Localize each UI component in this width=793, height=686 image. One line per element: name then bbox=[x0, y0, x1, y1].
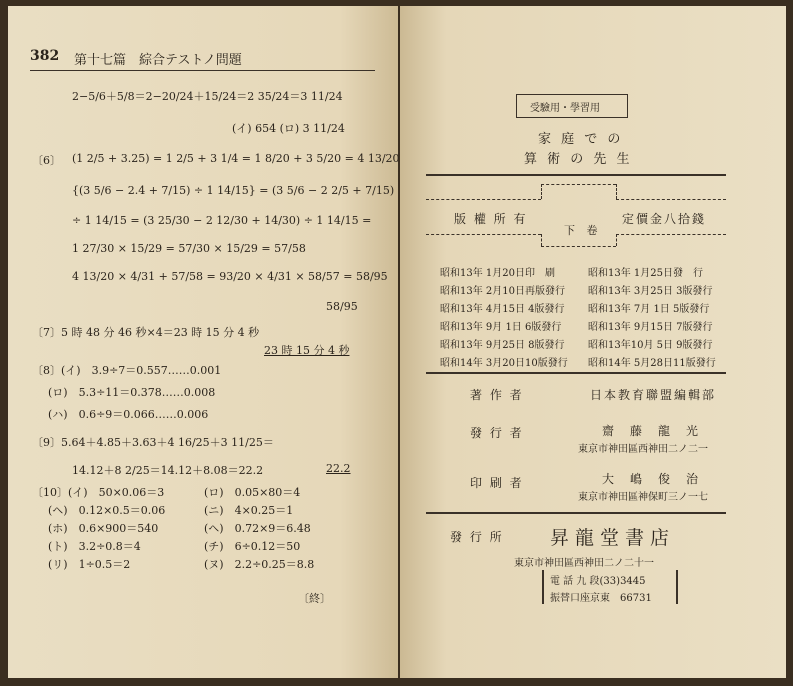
title-line-1: 家 庭 で の bbox=[538, 132, 624, 147]
problem-10-5b: (ヌ) 2.2÷0.25＝8.8 bbox=[204, 558, 315, 571]
problem-10-5a: (リ) 1÷0.5＝2 bbox=[48, 558, 131, 571]
publishing-house-name: 昇龍堂書店 bbox=[550, 527, 676, 549]
eq-line-4: ÷ 1 14/15 = (3 25/30 − 2 12/30 + 14/30) ÷ 1 14/15 = bbox=[72, 214, 372, 227]
pub-row-6-a: 昭和14年 3月20日10版發行 bbox=[440, 358, 568, 369]
publishing-house-address: 東京市神田區西神田二ノ二十一 bbox=[514, 558, 654, 569]
eq-line-3: {(3 5/6 − 2.4 + 7/15) ÷ 1 14/15} = (3 5/6 − 2 2/5 + 7/15) bbox=[72, 184, 395, 197]
pub-row-2-b: 昭和13年 3月25日 3版發行 bbox=[588, 286, 713, 297]
pub-row-3-b: 昭和13年 7月 1日 5版發行 bbox=[588, 304, 710, 315]
header-small: 受驗用・學習用 bbox=[530, 103, 600, 114]
problem-6-label: 〔6〕 bbox=[32, 154, 61, 167]
answer-6: 58/95 bbox=[326, 300, 358, 313]
rights-reserved: 版 權 所 有 bbox=[454, 212, 528, 226]
problem-9-line-2: 14.12＋8 2/25＝14.12＋8.08＝22.2 bbox=[72, 464, 264, 477]
problem-10-1a: 〔10〕(イ) 50×0.06＝3 bbox=[32, 486, 165, 499]
printer-name: 大 嶋 俊 治 bbox=[602, 472, 701, 486]
chapter-title: 第十七篇 綜合テストノ問題 bbox=[74, 53, 242, 68]
problem-9: 〔9〕5.64＋4.85＋3.63＋4 16/25＋3 11/25＝ bbox=[32, 436, 274, 449]
eq-line-6: 4 13/20 × 4/31 + 57/58 = 93/20 × 4/31 × 58/57 = 58/95 bbox=[72, 270, 388, 283]
problem-10-2b: (ニ) 4×0.25＝1 bbox=[204, 504, 294, 517]
problem-10-2a: (ヘ) 0.12×0.5＝0.06 bbox=[48, 504, 166, 517]
problem-10-3a: (ホ) 0.6×900＝540 bbox=[48, 522, 159, 535]
pub-row-1-a: 昭和13年 1月20日印 刷 bbox=[440, 268, 555, 279]
pub-row-4-b: 昭和13年 9月15日 7版發行 bbox=[588, 322, 713, 333]
problem-8a: 〔8〕(イ) 3.9÷7＝0.557……0.001 bbox=[32, 364, 222, 377]
pub-row-5-b: 昭和13年10月 5日 9版發行 bbox=[588, 340, 713, 351]
publisher-name: 齋 藤 龍 光 bbox=[602, 424, 701, 438]
volume: 下 卷 bbox=[564, 224, 602, 237]
publisher-address: 東京市神田區西神田二ノ二一 bbox=[578, 444, 708, 455]
pub-row-3-a: 昭和13年 4月15日 4版發行 bbox=[440, 304, 565, 315]
problem-10-4a: (ト) 3.2÷0.8＝4 bbox=[48, 540, 141, 553]
author-label: 著 作 者 bbox=[470, 388, 524, 402]
eq-line-2: (1 2/5 + 3.25) = 1 2/5 + 3 1/4 = 1 8/20 + 3 5/20 = 4 13/20 bbox=[72, 152, 400, 165]
frame-dash-top-left bbox=[426, 199, 541, 200]
pub-row-1-b: 昭和13年 1月25日發 行 bbox=[588, 268, 703, 279]
end-mark: 〔終〕 bbox=[298, 592, 331, 605]
eq-line-5: 1 27/30 × 15/29 = 57/30 × 15/29 = 57/58 bbox=[72, 242, 306, 255]
price: 定價金八拾錢 bbox=[622, 212, 707, 226]
pub-row-6-b: 昭和14年 5月28日11版發行 bbox=[588, 358, 716, 369]
pub-row-4-a: 昭和13年 9月 1日 6版發行 bbox=[440, 322, 562, 333]
frame-dash-v1 bbox=[541, 184, 542, 199]
frame-dash-top-right bbox=[616, 199, 726, 200]
author-value: 日本教育聯盟編輯部 bbox=[590, 388, 717, 402]
publisher-label: 發 行 者 bbox=[470, 426, 524, 440]
frame-dash-v4 bbox=[616, 234, 617, 246]
printer-label: 印 刷 者 bbox=[470, 476, 524, 490]
problem-10-4b: (チ) 6÷0.12＝50 bbox=[204, 540, 301, 553]
frame-dash-v2 bbox=[616, 184, 617, 199]
problem-10-3b: (ヘ) 0.72×9＝6.48 bbox=[204, 522, 311, 535]
title-rule bbox=[426, 174, 726, 176]
pub-row-2-a: 昭和13年 2月10日再版發行 bbox=[440, 286, 565, 297]
problem-7: 〔7〕5 時 48 分 46 秒×4＝23 時 15 分 4 秒 bbox=[32, 326, 260, 339]
left-page bbox=[8, 6, 398, 678]
frame-dash-bottom-left bbox=[426, 234, 541, 235]
problem-8c: (ハ) 0.6÷9＝0.066……0.006 bbox=[48, 408, 209, 421]
pub-row-5-a: 昭和13年 9月25日 8版發行 bbox=[440, 340, 565, 351]
printer-address: 東京市神田區神保町三ノ一七 bbox=[578, 492, 708, 503]
problem-8b: (ロ) 5.3÷11＝0.378……0.008 bbox=[48, 386, 216, 399]
history-rule bbox=[426, 372, 726, 374]
publishing-house-label: 發 行 所 bbox=[450, 530, 504, 544]
phone: 電 話 九 段(33)3445 bbox=[550, 576, 646, 587]
right-page bbox=[400, 6, 786, 678]
problem-10-1b: (ロ) 0.05×80＝4 bbox=[204, 486, 301, 499]
frame-dash-bottom-mid bbox=[541, 246, 616, 247]
answer-1: (イ) 654 (ロ) 3 11/24 bbox=[232, 122, 345, 135]
frame-dash-v3 bbox=[541, 234, 542, 246]
frame-dash-bottom-right bbox=[616, 234, 726, 235]
header-box bbox=[516, 94, 628, 118]
eq-line-1: 2−5/6＋5/8＝2−20/24＋15/24＝2 35/24＝3 11/24 bbox=[72, 90, 343, 103]
postal-account: 振替口座京東 66731 bbox=[550, 593, 652, 604]
printer-rule bbox=[426, 512, 726, 514]
answer-9: 22.2 bbox=[326, 462, 351, 475]
page-number: 382 bbox=[30, 48, 60, 64]
answer-7: 23 時 15 分 4 秒 bbox=[264, 344, 350, 357]
header-rule bbox=[30, 70, 375, 71]
frame-dash-top-mid bbox=[541, 184, 616, 185]
title-line-2: 算 術 の 先 生 bbox=[524, 152, 633, 167]
